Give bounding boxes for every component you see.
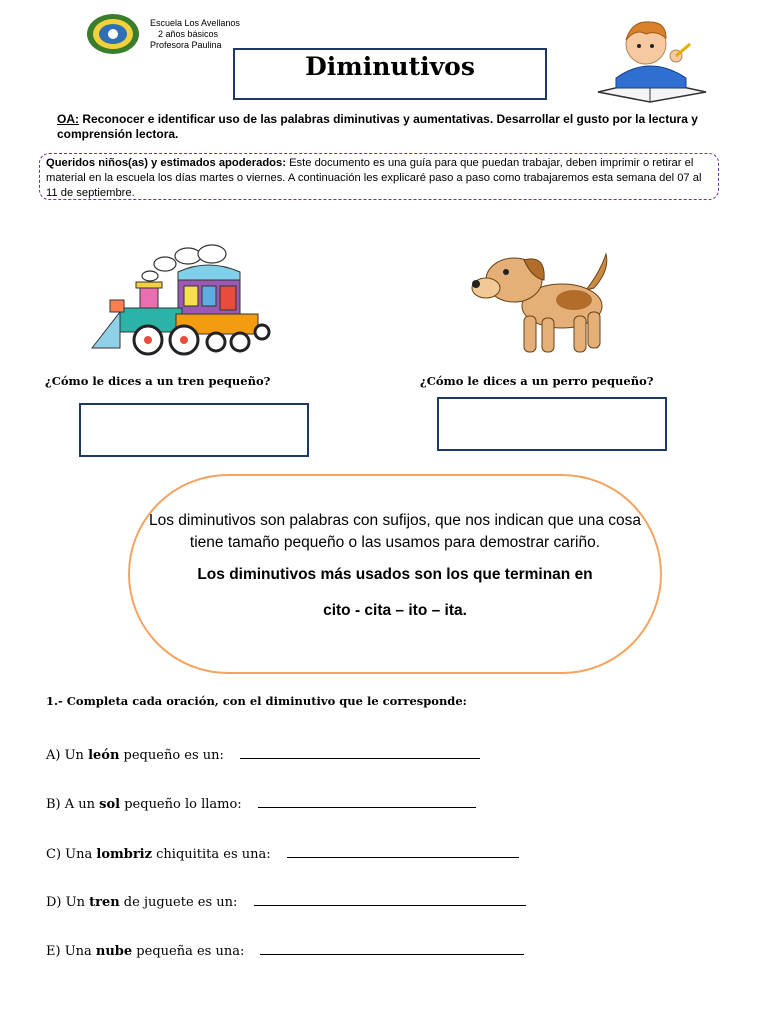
exercise-item-c	[46, 845, 519, 862]
parent-note	[39, 153, 719, 200]
objective-label: OA:	[57, 112, 79, 126]
item-keyword: sol	[99, 797, 121, 812]
item-suffix: chiquitita es una:	[152, 847, 271, 862]
objective-text: Reconocer e identificar uso de las palabras diminutivas y aumentativas. Desarrollar el gusto por la lectura y comprensión lectora.	[57, 112, 698, 141]
answer-blank-a[interactable]	[240, 746, 480, 759]
exercise-item-d	[46, 893, 526, 910]
note-greeting: Queridos niños(as) y estimados apoderados:	[46, 157, 286, 169]
item-prefix: D) Un	[46, 895, 90, 910]
train-illustration	[90, 242, 280, 360]
item-suffix: pequeña es una:	[132, 944, 245, 959]
item-prefix: B) A un	[46, 797, 100, 812]
explanation-common: Los diminutivos más usados son los que terminan en	[197, 566, 593, 583]
diminutives-explanation	[128, 474, 662, 674]
school-info	[150, 18, 240, 51]
answer-blank-d[interactable]	[254, 893, 526, 906]
explanation-definition: Los diminutivos son palabras con sufijos, que nos indican que una cosa tiene tamaño pequeño o las usamos para demostrar cariño.	[148, 512, 641, 551]
teacher-name: Profesora Paulina	[150, 40, 222, 50]
answer-blank-c[interactable]	[287, 845, 519, 858]
exercise-item-a	[46, 746, 480, 763]
grade-level: 2 años básicos	[158, 29, 219, 39]
reading-boy-illustration	[590, 14, 714, 104]
item-keyword: león	[88, 748, 120, 763]
item-suffix: de juguete es un:	[119, 895, 238, 910]
page-title: Diminutivos	[233, 48, 547, 100]
question-train: ¿Cómo le dices a un tren pequeño?	[45, 374, 271, 388]
exercise-item-e	[46, 942, 524, 959]
item-prefix: A) Un	[46, 748, 89, 763]
item-keyword: lombriz	[96, 847, 152, 862]
learning-objective	[57, 112, 717, 142]
note-text: Este documento es una guía para que puedan trabajar, deben imprimir o retirar el material en la escuela los días martes o viernes. A continuación les explicaré paso a paso como trabajaremos esta semana del 07 al 11 de septiembre.	[46, 157, 702, 199]
explanation-suffixes: cito - cita – ito – ita.	[323, 602, 467, 619]
item-prefix: E) Una	[46, 944, 96, 959]
question-dog: ¿Cómo le dices a un perro pequeño?	[420, 374, 654, 388]
answer-box-train[interactable]	[79, 403, 309, 457]
item-keyword: tren	[89, 895, 120, 910]
item-suffix: pequeño es un:	[119, 748, 224, 763]
answer-blank-b[interactable]	[258, 795, 476, 808]
school-name: Escuela Los Avellanos	[150, 18, 240, 28]
item-keyword: nube	[95, 944, 133, 959]
dog-illustration	[470, 250, 620, 360]
school-logo	[86, 13, 140, 55]
answer-box-dog[interactable]	[437, 397, 667, 451]
exercise-title: 1.- Completa cada oración, con el diminutivo que le corresponde:	[46, 694, 467, 708]
item-prefix: C) Una	[46, 847, 97, 862]
item-suffix: pequeño lo llamo:	[120, 797, 242, 812]
exercise-item-b	[46, 795, 476, 812]
answer-blank-e[interactable]	[260, 942, 524, 955]
